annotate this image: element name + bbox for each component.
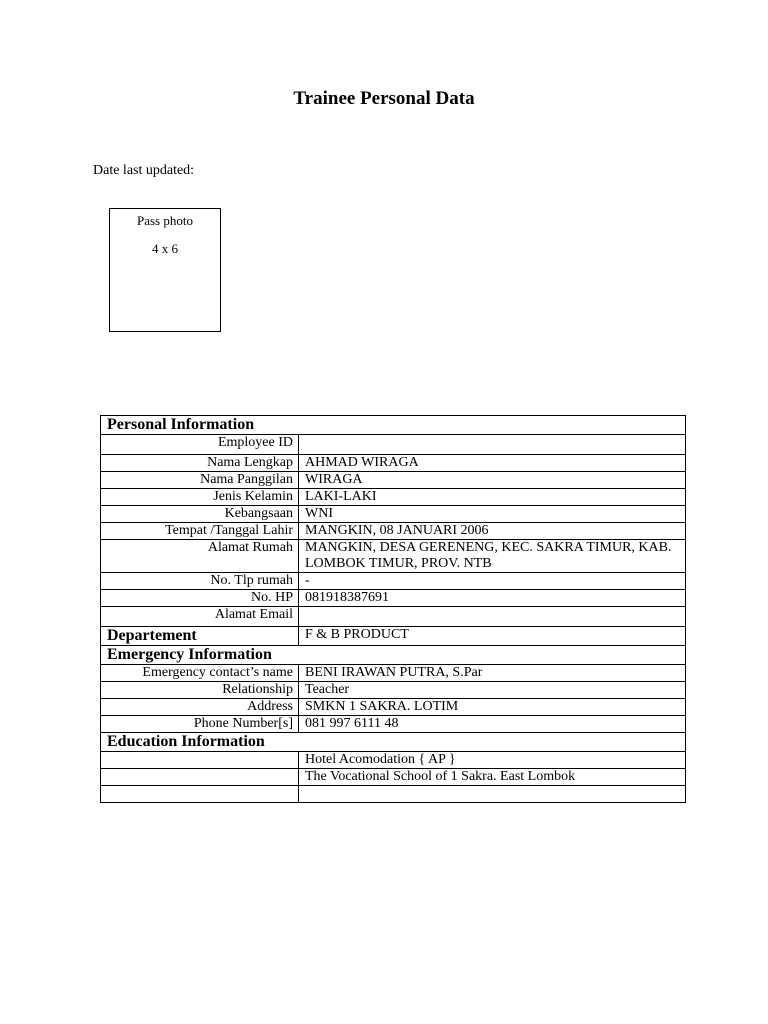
emergency-contact-name-value: BENI IRAWAN PUTRA, S.Par: [299, 665, 686, 682]
pass-photo-box: [109, 208, 221, 332]
nickname-value: WIRAGA: [299, 472, 686, 489]
field-label: Jenis Kelamin: [101, 489, 299, 506]
field-label: Phone Number[s]: [101, 716, 299, 733]
nationality-value: WNI: [299, 506, 686, 523]
table-row: [101, 489, 686, 506]
field-label: Employee ID: [101, 435, 299, 455]
table-row: [101, 506, 686, 523]
field-label: Alamat Email: [101, 607, 299, 627]
field-label: Alamat Rumah: [101, 540, 299, 573]
field-label: [101, 769, 299, 786]
emergency-phone-value: 081 997 6111 48: [299, 716, 686, 733]
table-row: [101, 573, 686, 590]
field-label: Relationship: [101, 682, 299, 699]
table-row: [101, 607, 686, 627]
home-address-value: MANGKIN, DESA GERENENG, KEC. SAKRA TIMUR, KAB. LOMBOK TIMUR, PROV. NTB: [299, 540, 686, 573]
table-row: [101, 786, 686, 803]
emergency-information-heading: Emergency Information: [101, 646, 686, 665]
table-row: [101, 769, 686, 786]
table-row: [101, 472, 686, 489]
education-value: The Vocational School of 1 Sakra. East Lombok: [299, 769, 686, 786]
field-label: Nama Panggilan: [101, 472, 299, 489]
gender-value: LAKI-LAKI: [299, 489, 686, 506]
table-row: [101, 540, 686, 573]
email-value: [299, 607, 686, 627]
section-header-row: [101, 416, 686, 435]
date-last-updated: Date last updated:: [93, 163, 195, 178]
table-row: [101, 752, 686, 769]
pass-photo-label: Pass photo: [137, 213, 193, 228]
table-row: [101, 523, 686, 540]
page-title: Trainee Personal Data: [293, 88, 475, 109]
field-label: Nama Lengkap: [101, 455, 299, 472]
field-label: [101, 752, 299, 769]
field-label: No. Tlp rumah: [101, 573, 299, 590]
department-heading: Departement: [101, 627, 299, 646]
birth-place-date-value: MANGKIN, 08 JANUARI 2006: [299, 523, 686, 540]
table-row: [101, 716, 686, 733]
home-phone-value: -: [299, 573, 686, 590]
education-value: Hotel Acomodation { AP }: [299, 752, 686, 769]
section-header-row: [101, 733, 686, 752]
department-row: [101, 627, 686, 646]
personal-information-heading: Personal Information: [101, 416, 686, 435]
table-row: [101, 455, 686, 472]
relationship-value: Teacher: [299, 682, 686, 699]
table-row: [101, 665, 686, 682]
field-label: Address: [101, 699, 299, 716]
personal-data-table: [100, 415, 686, 803]
table-row: [101, 699, 686, 716]
education-value: [299, 786, 686, 803]
department-value: F & B PRODUCT: [299, 627, 686, 646]
pass-photo-size: 4 x 6: [152, 241, 178, 256]
education-information-heading: Education Information: [101, 733, 686, 752]
table-row: [101, 590, 686, 607]
full-name-value: AHMAD WIRAGA: [299, 455, 686, 472]
field-label: [101, 786, 299, 803]
field-label: Kebangsaan: [101, 506, 299, 523]
field-label: Emergency contact’s name: [101, 665, 299, 682]
employee-id-value: [299, 435, 686, 455]
emergency-address-value: SMKN 1 SAKRA. LOTIM: [299, 699, 686, 716]
section-header-row: [101, 646, 686, 665]
field-label: Tempat /Tanggal Lahir: [101, 523, 299, 540]
field-label: No. HP: [101, 590, 299, 607]
table-row: [101, 682, 686, 699]
mobile-phone-value: 081918387691: [299, 590, 686, 607]
table-row: [101, 435, 686, 455]
